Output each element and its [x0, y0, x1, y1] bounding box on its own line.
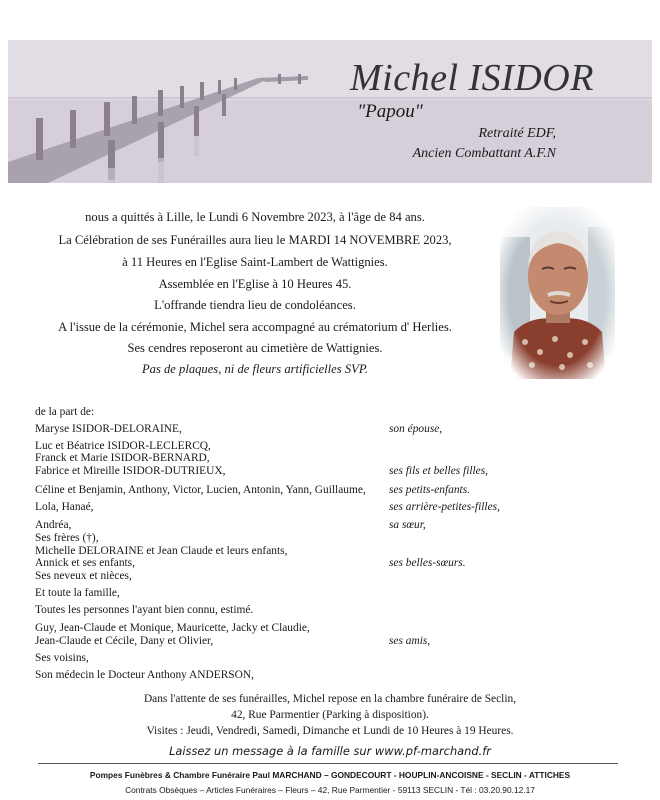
family-name: Ses frères (†), — [35, 532, 99, 544]
rest-location: Dans l'attente de ses funérailles, Michel repose en la chambre funéraire de Seclin, — [143, 693, 517, 705]
announcement-line: A l'issue de la cérémonie, Michel sera accompagné au crématorium d' Herlies. — [58, 320, 452, 334]
deceased-name: Michel ISIDOR — [350, 57, 594, 99]
occupation: Retraité EDF, — [478, 126, 556, 141]
family-name: Ses neveux et nièces, — [35, 570, 132, 582]
relation-label: ses arrière-petites-filles, — [389, 501, 500, 513]
family-intro: de la part de: — [35, 406, 95, 418]
family-name: Et toute la famille, — [35, 587, 120, 599]
condolence-web-link[interactable]: Laissez un message à la famille sur www.pf-marchand.fr — [169, 744, 491, 758]
veteran-title: Ancien Combattant A.F.N — [412, 146, 556, 161]
footer-services: Contrats Obsèques – Articles Funéraires – Fleurs – 42, Rue Parmentier - 59113 SECLIN - Tél : 03.20.90.12.17 — [125, 785, 535, 795]
announcement-line: Pas de plaques, ni de fleurs artificielles SVP. — [141, 362, 369, 376]
family-name: Toutes les personnes l'ayant bien connu, estimé. — [35, 604, 254, 616]
portrait-photo — [500, 207, 615, 379]
relation-label: ses fils et belles filles, — [389, 465, 489, 477]
footer-company: Pompes Funèbres & Chambre Funéraire Paul MARCHAND – GONDECOURT - HOUPLIN-ANCOISNE - SECLIN - ATTICHES — [89, 770, 571, 780]
announcement-line: nous a quittés à Lille, le Lundi 6 Novembre 2023, à l'âge de 84 ans. — [85, 210, 425, 224]
family-name: Maryse ISIDOR-DELORAINE, — [35, 423, 182, 435]
family-name: Luc et Béatrice ISIDOR-LECLERCQ, — [35, 440, 211, 452]
visiting-hours: Visites : Jeudi, Vendredi, Samedi, Dimanche et Lundi de 10 Heures à 19 Heures. — [146, 725, 514, 737]
family-name: Céline et Benjamin, Anthony, Victor, Lucien, Antonin, Yann, Guillaume, — [35, 484, 366, 496]
family-name: Ses voisins, — [35, 652, 89, 664]
relation-label: son épouse, — [389, 423, 443, 435]
announcement-line: Ses cendres reposeront au cimetière de Wattignies. — [127, 341, 383, 355]
nickname: "Papou" — [357, 101, 423, 122]
footer-divider — [38, 763, 618, 764]
family-name: Franck et Marie ISIDOR-BERNARD, — [35, 452, 210, 464]
relation-label: ses amis, — [389, 635, 431, 647]
relation-label: ses petits-enfants. — [389, 484, 470, 496]
rest-address: 42, Rue Parmentier (Parking à disposition). — [231, 709, 429, 721]
family-name: Son médecin le Docteur Anthony ANDERSON, — [35, 669, 254, 681]
relation-label: ses belles-sœurs. — [389, 557, 466, 569]
announcement-line: Assemblée en l'Eglise à 10 Heures 45. — [158, 277, 352, 291]
relation-label: sa sœur, — [389, 519, 426, 531]
family-name: Annick et ses enfants, — [35, 557, 135, 569]
announcement-line: à 11 Heures en l'Eglise Saint-Lambert de Wattignies. — [122, 255, 388, 269]
announcement-line: L'offrande tiendra lieu de condoléances. — [154, 298, 356, 312]
family-name: Andréa, — [35, 519, 72, 531]
family-name: Lola, Hanaé, — [35, 501, 94, 513]
family-name: Guy, Jean-Claude et Monique, Mauricette, Jacky et Claudie, — [35, 622, 310, 634]
family-name: Fabrice et Mireille ISIDOR-DUTRIEUX, — [35, 465, 226, 477]
family-name: Michelle DELORAINE et Jean Claude et leurs enfants, — [35, 545, 288, 557]
family-name: Jean-Claude et Cécile, Dany et Olivier, — [35, 635, 214, 647]
announcement-line: La Célébration de ses Funérailles aura lieu le MARDI 14 NOVEMBRE 2023, — [58, 233, 452, 247]
